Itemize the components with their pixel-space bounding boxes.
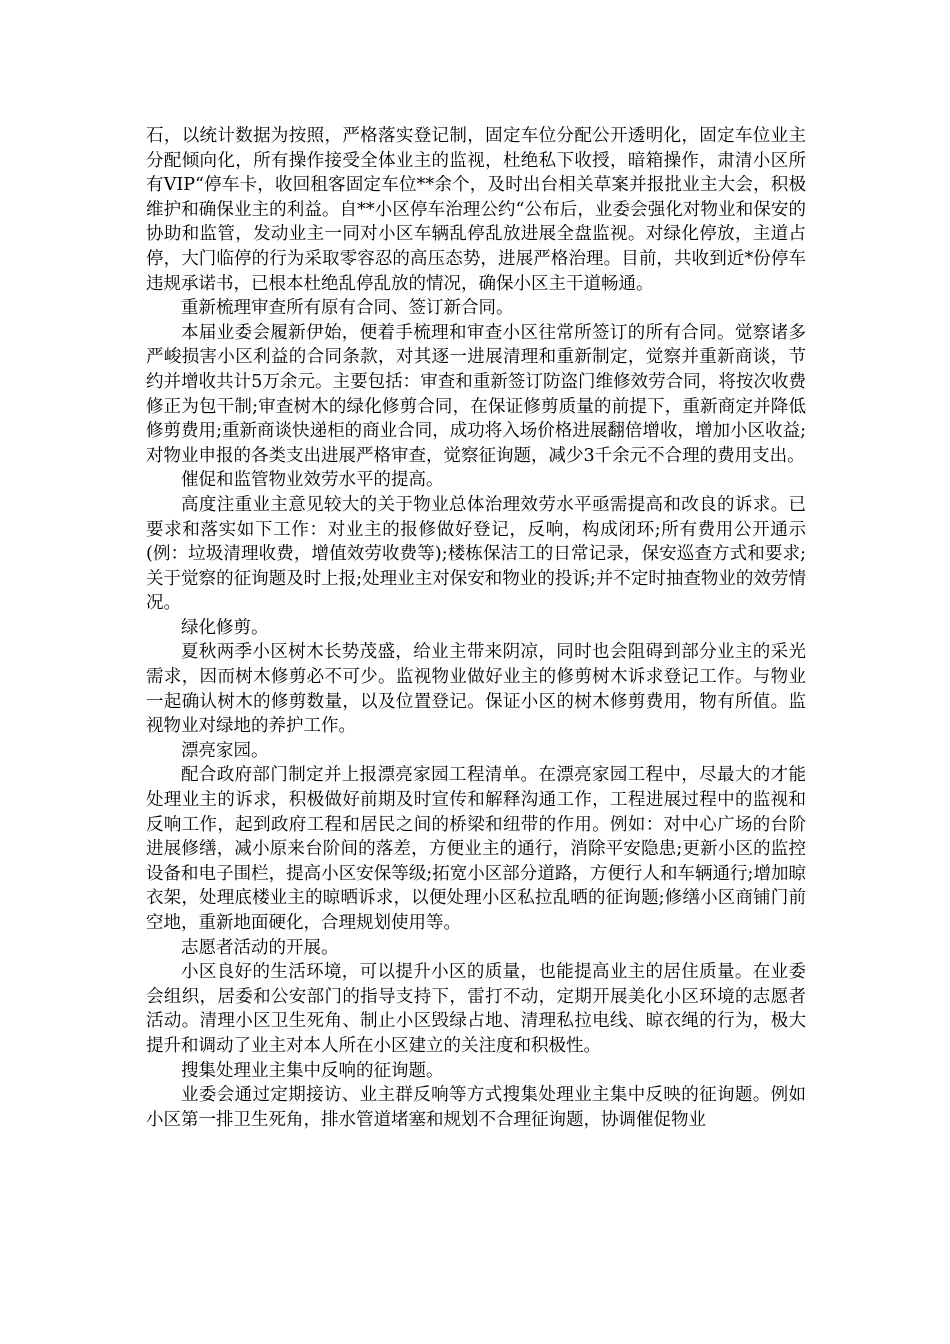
section-heading: 搜集处理业主集中反响的征询题。 [181,1060,444,1081]
section-heading: 重新梳理审查所有原有合同、签订新合同。 [181,298,514,319]
document-page [146,124,806,1132]
section-heading: 志愿者活动的开展。 [181,937,339,958]
paragraph: 业委会通过定期接访、业主群反响等方式搜集处理业主集中反映的征询题。例如小区第一排卫生死角，排水管道堵塞和规划不合理征询题，协调催促物业 [146,1085,806,1130]
section-heading: 漂亮家园。 [181,740,269,761]
paragraph: 夏秋两季小区树木长势茂盛，给业主带来阴凉，同时也会阻碍到部分业主的采光需求，因而树木修剪必不可少。监视物业做好业主的修剪树木诉求登记工作。与物业一起确认树木的修剪数量，以及位置登记。保证小区的树木修剪费用，物有所值。监视物业对绿地的养护工作。 [146,642,806,737]
paragraph: 石，以统计数据为按照，严格落实登记制，固定车位分配公开透明化，固定车位业主分配倾向化，所有操作接受全体业主的监视，杜绝私下收授，暗箱操作，肃清小区所有VIP“停车卡，收回租客固定车位**余个，及时出台相关草案并报批业主大会，积极维护和确保业主的利益。自**小区停车治理公约“公布后，业委会强化对物业和保安的协助和监管，发动业主一同对小区车辆乱停乱放进展全盘监视。对绿化停放，主道占停，大门临停的行为采取零容忍的高压态势，进展严格治理。目前，共收到近*份停车违规承诺书，已根本杜绝乱停乱放的情况，确保小区主干道畅通。 [146,126,806,294]
paragraph: 本届业委会履新伊始，便着手梳理和审查小区往常所签订的所有合同。觉察诸多严峻损害小区利益的合同条款，对其逐一进展清理和重新制定，觉察并重新商谈，节约并增收共计5万余元。主要包括：审查和重新签订防盗门维修效劳合同，将按次收费修正为包干制;审查树木的绿化修剪合同，在保证修剪质量的前提下，重新商定并降低修剪费用;重新商谈快递柜的商业合同，成功将入场价格进展翻倍增收，增加小区收益;对物业申报的各类支出进展严格审查，觉察征询题，减少3千余元不合理的费用支出。 [146,322,806,466]
section-heading: 绿化修剪。 [181,617,269,638]
paragraph: 小区良好的生活环境，可以提升小区的质量，也能提高业主的居住质量。在业委会组织，居委和公安部门的指导支持下，雷打不动，定期开展美化小区环境的志愿者活动。清理小区卫生死角、制止小区毁绿占地、清理私拉电线、晾衣绳的行为，极大提升和调动了业主对本人所在小区建立的关注度和积极性。 [146,962,806,1056]
section-heading: 催促和监管物业效劳水平的提高。 [181,470,444,491]
paragraph: 配合政府部门制定并上报漂亮家园工程清单。在漂亮家园工程中，尽最大的才能处理业主的诉求，积极做好前期及时宣传和解释沟通工作，工程进展过程中的监视和反响工作，起到政府工程和居民之间的桥梁和纽带的作用。例如：对中心广场的台阶进展修缮，减小原来台阶间的落差，方便业主的通行，消除平安隐患;更新小区的监控设备和电子围栏，提高小区安保等级;拓宽小区部分道路，方便行人和车辆通行;增加晾衣架，处理底楼业主的晾晒诉求，以便处理小区私拉乱晒的征询题;修缮小区商铺门前空地，重新地面硬化，合理规划使用等。 [146,765,806,933]
paragraph: 高度注重业主意见较大的关于物业总体治理效劳水平亟需提高和改良的诉求。已要求和落实如下工作：对业主的报修做好登记，反响，构成闭环;所有费用公开通示(例：垃圾清理收费，增值效劳收费等);楼栋保洁工的日常记录，保安巡查方式和要求;关于觉察的征询题及时上报;处理业主对保安和物业的投诉;并不定时抽查物业的效劳情况。 [146,494,806,614]
